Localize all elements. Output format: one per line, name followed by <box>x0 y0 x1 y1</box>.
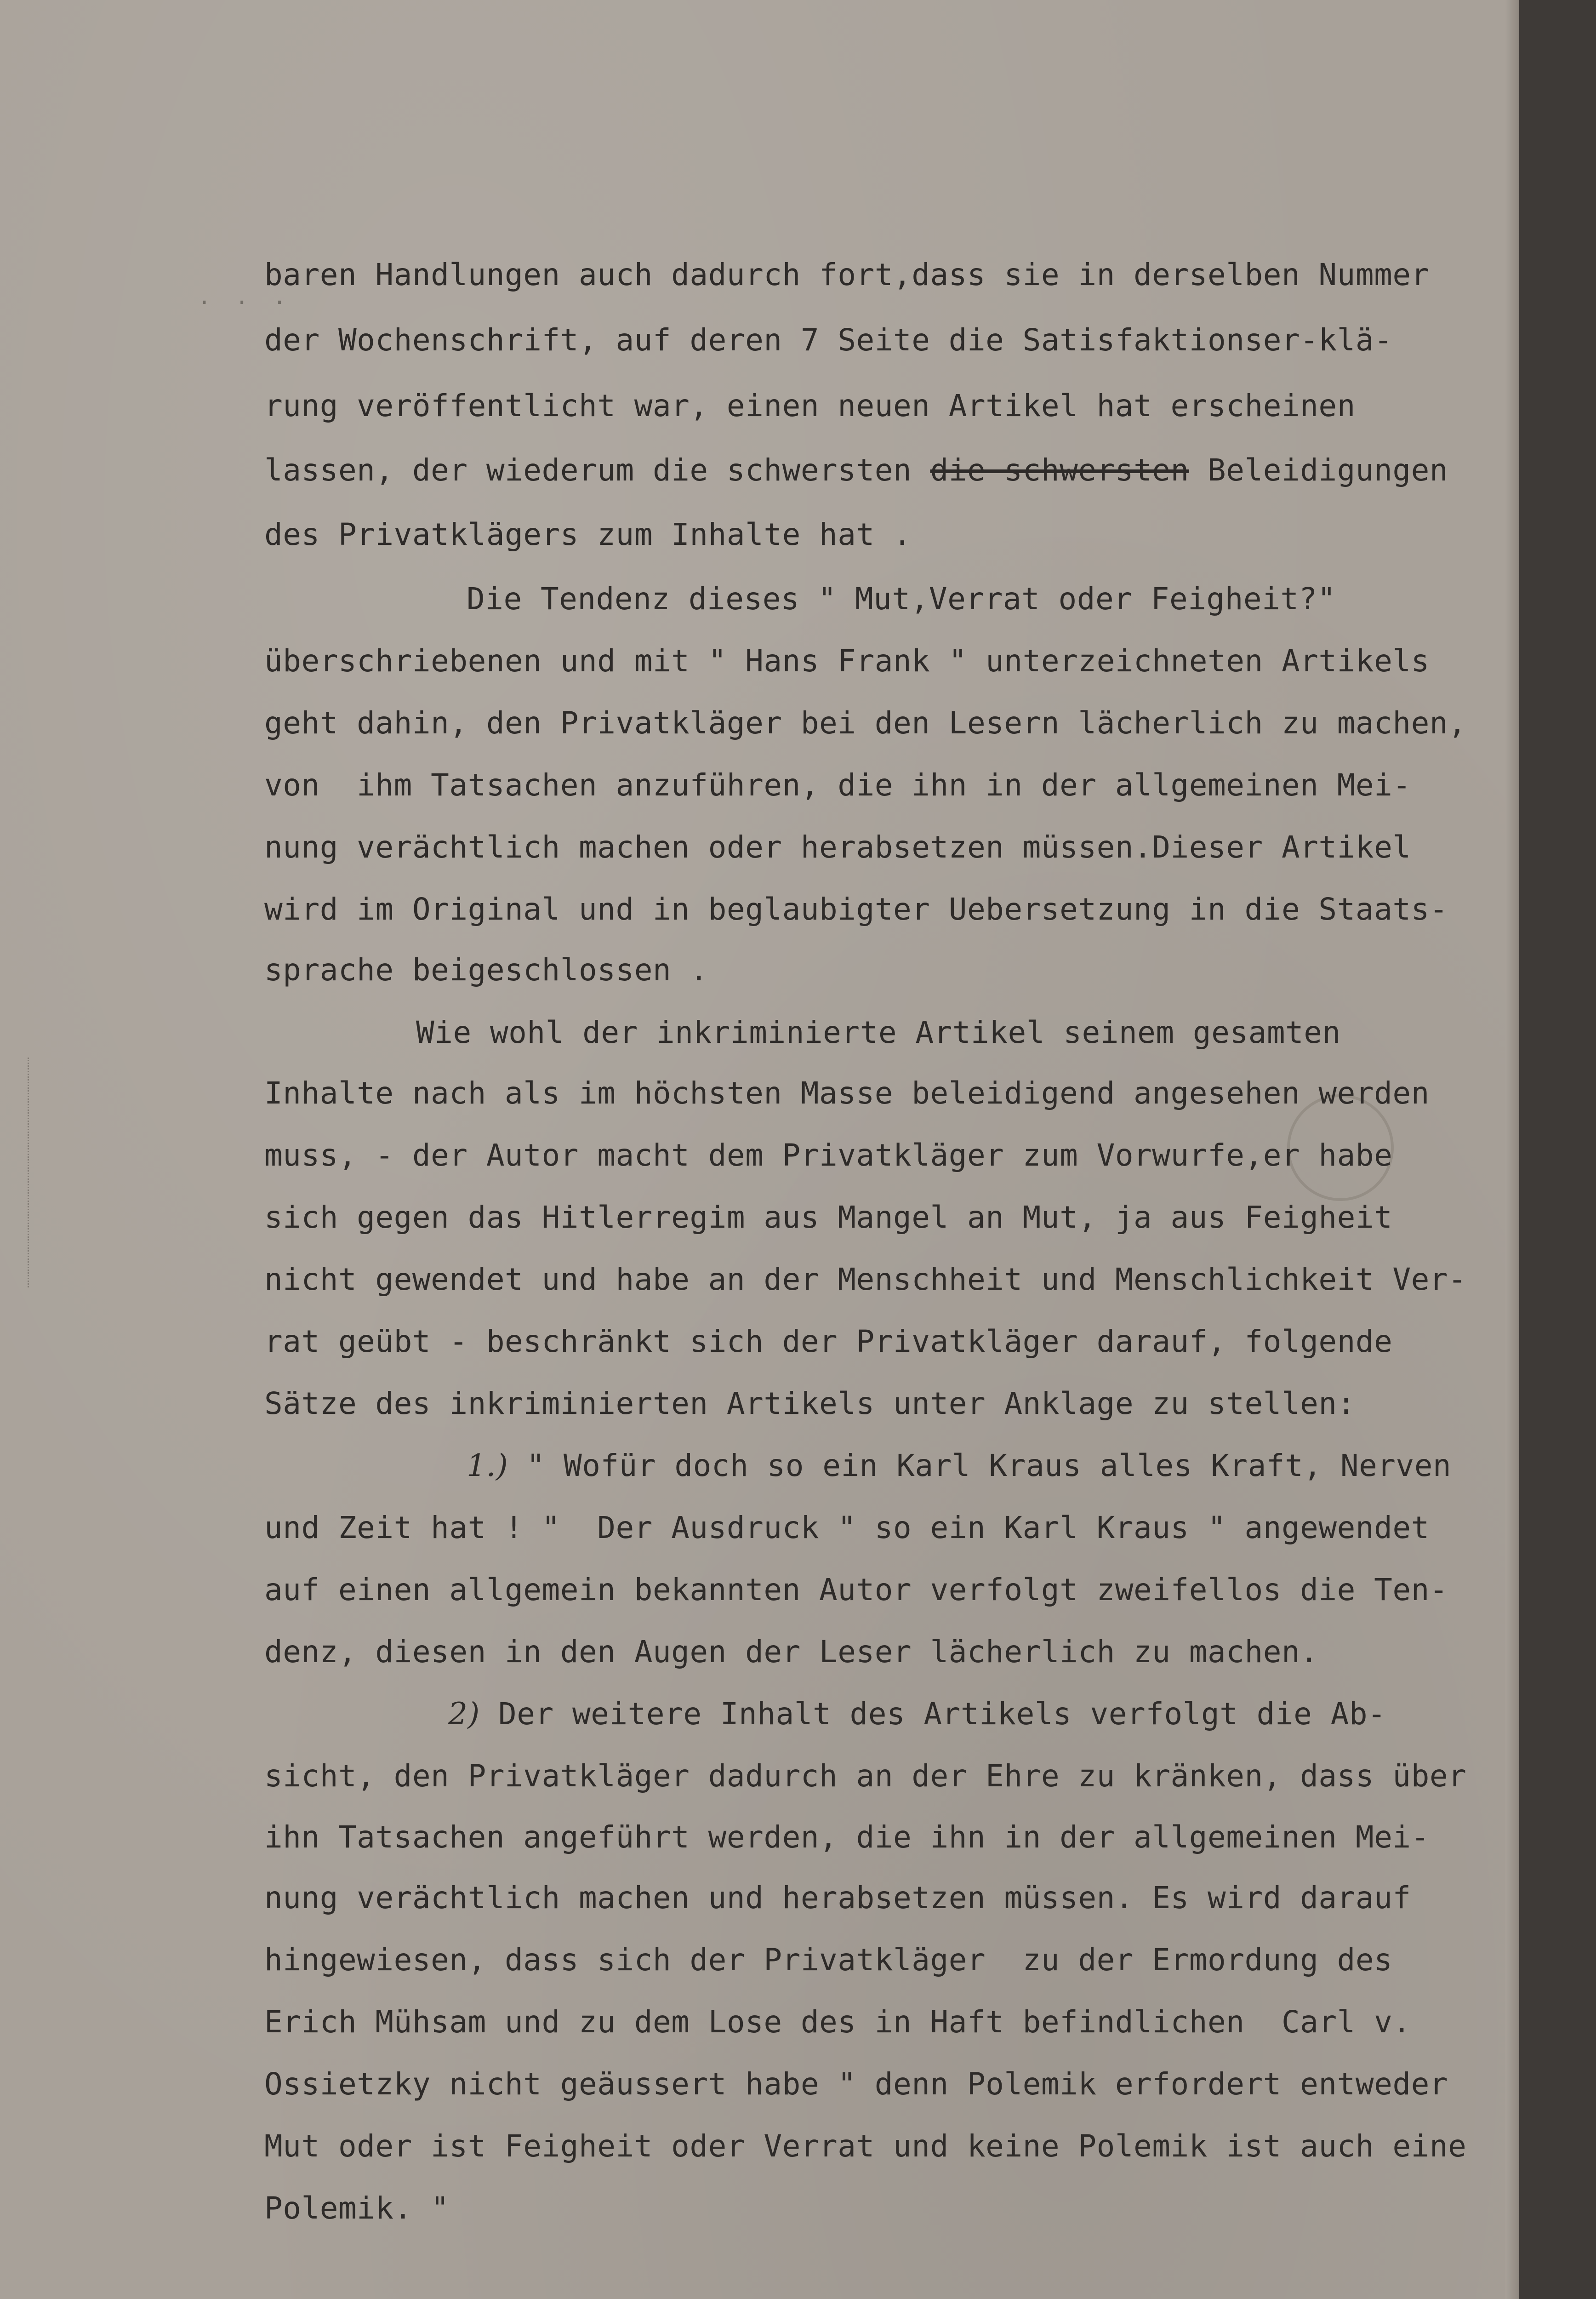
text-line: nung verächtlich machen oder herabsetzen müssen.Dieser Artikel <box>264 829 1411 865</box>
text-line: wird im Original und in beglaubigter Uebersetzung in die Staats- <box>264 892 1448 927</box>
text-line <box>264 452 1448 488</box>
list-item-first-line <box>448 1696 1386 1732</box>
text-line: rat geübt - beschränkt sich der Privatkläger darauf, folgende <box>264 1324 1393 1359</box>
paragraph-first-line: Wie wohl der inkriminierte Artikel seinem gesamten <box>416 1015 1341 1050</box>
fold-marks <box>28 1058 38 1287</box>
text-line: denz, diesen in den Augen der Leser lächerlich zu machen. <box>264 1634 1319 1670</box>
text-line: sich gegen das Hitlerregim aus Mangel an Mut, ja aus Feigheit <box>264 1200 1393 1235</box>
paragraph-first-line: Die Tendenz dieses " Mut,Verrat oder Feigheit?" <box>467 581 1336 617</box>
text-line: Mut oder ist Feigheit oder Verrat und keine Polemik ist auch eine <box>264 2128 1467 2164</box>
margin-dots: · · · <box>198 290 292 315</box>
text-line: überschriebenen und mit " Hans Frank " unterzeichneten Artikels <box>264 643 1430 679</box>
text-line: sprache beigeschlossen . <box>264 952 708 988</box>
point-2-marker: 2) <box>448 1696 480 1732</box>
text-line: und Zeit hat ! " Der Ausdruck " so ein Karl Kraus " angewendet <box>264 1510 1430 1545</box>
text-line: Erich Mühsam und zu dem Lose des in Haft befindlichen Carl v. <box>264 2004 1411 2040</box>
text-line: der Wochenschrift, auf deren 7 Seite die Satisfaktionser-klä- <box>264 322 1393 358</box>
text-segment: Der weitere Inhalt des Artikels verfolgt die Ab- <box>498 1696 1386 1732</box>
text-line: auf einen allgemein bekannten Autor verfolgt zweifellos die Ten- <box>264 1572 1448 1607</box>
text-line: des Privatklägers zum Inhalte hat . <box>264 517 912 552</box>
text-line: rung veröffentlicht war, einen neuen Artikel hat erscheinen <box>264 388 1356 423</box>
text-line: Polemik. " <box>264 2190 450 2226</box>
struck-text: die schwersten <box>930 452 1189 488</box>
list-item-first-line <box>467 1448 1452 1483</box>
text-line: von ihm Tatsachen anzuführen, die ihn in der allgemeinen Mei- <box>264 767 1411 803</box>
text-line: Sätze des inkriminierten Artikels unter Anklage zu stellen: <box>264 1386 1356 1421</box>
text-line: sicht, den Privatkläger dadurch an der Ehre zu kränken, dass über <box>264 1758 1467 1794</box>
typewritten-text <box>264 257 1515 2274</box>
text-line: hingewiesen, dass sich der Privatkläger zu der Ermordung des <box>264 1942 1393 1978</box>
text-line: baren Handlungen auch dadurch fort,dass sie in derselben Nummer <box>264 257 1430 292</box>
text-segment: Beleidigungen <box>1189 452 1448 488</box>
text-line: nung verächtlich machen und herabsetzen müssen. Es wird darauf <box>264 1880 1411 1916</box>
text-segment: " Wofür doch so ein Karl Kraus alles Kraft, Nerven <box>526 1448 1452 1483</box>
text-line: Ossietzky nicht geäussert habe " denn Polemik erfordert entweder <box>264 2066 1448 2102</box>
text-line: muss, - der Autor macht dem Privatkläger zum Vorwurfe,er habe <box>264 1138 1393 1173</box>
text-line: geht dahin, den Privatkläger bei den Lesern lächerlich zu machen, <box>264 705 1467 741</box>
text-line: nicht gewendet und habe an der Menschheit und Menschlichkeit Ver- <box>264 1262 1467 1297</box>
text-line: ihn Tatsachen angeführt werden, die ihn in der allgemeinen Mei- <box>264 1819 1430 1855</box>
text-segment: lassen, der wiederum die schwersten <box>264 452 930 488</box>
text-line: Inhalte nach als im höchsten Masse beleidigend angesehen werden <box>264 1075 1430 1111</box>
point-1-marker: 1.) <box>467 1448 508 1483</box>
